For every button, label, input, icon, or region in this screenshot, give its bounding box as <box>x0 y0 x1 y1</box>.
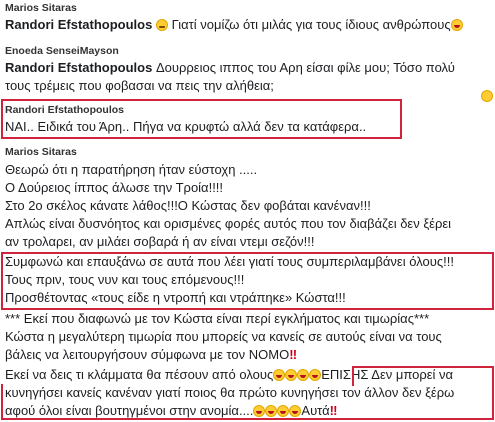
laughing-face-emoji <box>285 369 297 381</box>
comment-line: Στο 2ο σκέλος κάνατε λάθος!!!Ο Κώστας δεν φοβάται κανέναν!!! <box>5 198 371 213</box>
comment-line <box>5 346 297 364</box>
comment-line <box>5 59 455 77</box>
comment-line: Ο Δούρειος ίππος άλωσε την Τροία!!!! <box>5 180 224 195</box>
laughing-face-emoji <box>481 90 493 102</box>
comment-text: Αυτά <box>301 403 330 418</box>
highlight-box <box>352 366 494 386</box>
laughing-face-emoji <box>309 369 321 381</box>
comment-text: Γιατί νομίζω ότι μιλάς για τους ίδιους ανθρώπους <box>171 17 451 32</box>
comment-line: Θεωρώ ότι η παρατήρηση ήταν εύστοχη ..... <box>5 162 258 177</box>
comment-line: αν τρολαρει, αν μιλάει σοβαρά ή αν είναι ντεμι σεζόν!!! <box>5 234 315 249</box>
comment-line: Προσθέτοντας «τους είδε η ντροπή και ντράπηκε» Κώστα!!! <box>5 290 346 305</box>
comment-line: ΝΑΙ.. Ειδικά του Άρη.. Πήγα να κρυφτώ αλλά δεν τα κατάφερα.. <box>5 119 367 134</box>
comment-line: κυνηγήσει κανείς κανέναν γιατί ποιος θα πρώτο κυνηγήσει τον άλλον δεν ξέρω <box>5 385 455 400</box>
comment-line: Απλώς είναι δυσνόητος και ορισμένες φορές αυτός που τον διαβάζει δεν ξέρει <box>5 216 452 231</box>
comment-line: Κώστα η μεγαλύτερη τιμωρία που μπορείς να κανείς σε αυτούς είναι να τους <box>5 329 442 344</box>
laughing-face-emoji <box>273 369 285 381</box>
laughing-face-emoji <box>253 405 265 417</box>
comment-text: ΕΠΙΣΗΣ Δεν μπορεί να <box>321 367 454 382</box>
laughing-face-emoji <box>289 405 301 417</box>
worried-face-emoji <box>156 19 168 31</box>
comment-text: Εκεί να δεις τι κλάμματα θα πέσουν από ολους <box>5 367 274 382</box>
comment-line <box>5 16 463 34</box>
laughing-face-emoji <box>277 405 289 417</box>
comment-author[interactable]: Marios Sitaras <box>5 2 77 14</box>
comment-author[interactable]: Randori Efstathopoulos <box>5 104 124 116</box>
comment-text: αφού όλοι είναι βουτηγμένοι στην ανομία.... <box>5 403 254 418</box>
laughing-face-emoji <box>265 405 277 417</box>
laughing-face-emoji <box>297 369 309 381</box>
mention-name[interactable]: Randori Efstathopoulos <box>5 60 153 75</box>
comment-line: τους τρέμεις που φοβασαι να πεις την αλήθεια; <box>5 78 274 93</box>
comment-line: Συμφωνώ και επαυξάνω σε αυτά που λέει γιατί τους συμπεριλαμβάνει όλους!!! <box>5 254 454 269</box>
comment-author[interactable]: Enoeda SenseiMayson <box>5 45 119 57</box>
mention-name[interactable]: Randori Efstathopoulos <box>5 17 153 32</box>
comment-line: *** Εκεί που διαφωνώ με τον Κώστα είναι περί εγκλήματος και τιμωρίας*** <box>5 311 430 326</box>
laughing-face-emoji <box>451 19 463 31</box>
double-exclamation-emoji: ‼ <box>289 347 298 362</box>
comment-text: βάλεις να λειτουργήσουν σύμφωνα με τον ΝΟΜΟ <box>5 347 290 362</box>
comment-line <box>5 402 338 420</box>
comment-author[interactable]: Marios Sitaras <box>5 146 77 158</box>
comment-text: Δουρρειος ιππος του Αρη είσαι φίλε μου; Τόσο πολύ <box>155 60 455 75</box>
comment-line: Τους πριν, τους νυν και τους επόμενους!!! <box>5 272 245 287</box>
double-exclamation-emoji: ‼ <box>329 403 338 418</box>
